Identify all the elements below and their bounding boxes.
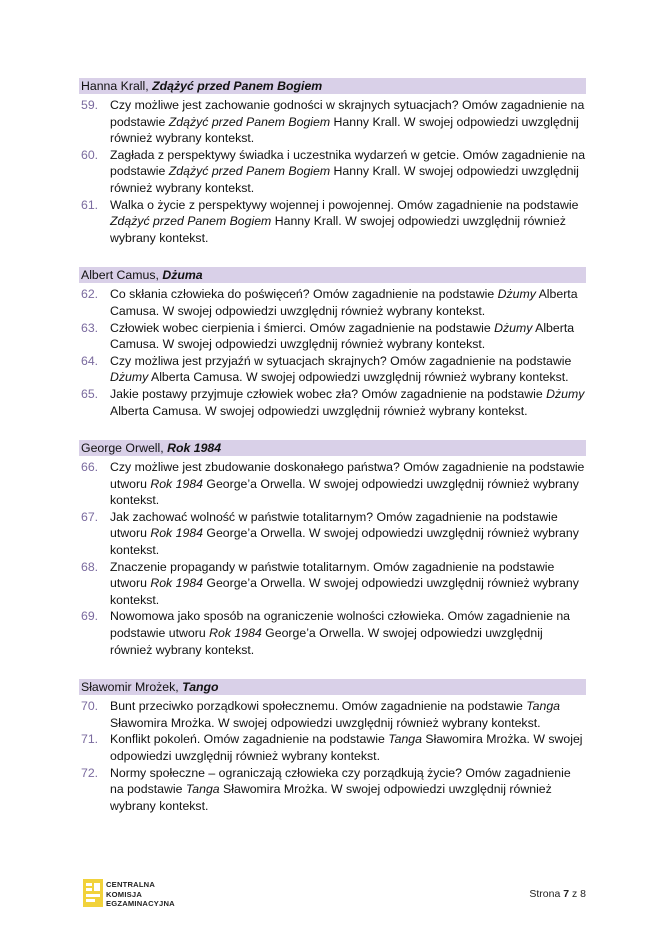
topic-text-run: George’a Orwella. W swojej odpowiedzi uwzględnij również wybrany kontekst.: [110, 576, 579, 607]
topic-number: 59.: [81, 98, 99, 112]
topic-number: 63.: [81, 320, 99, 335]
topic-item: [79, 765, 586, 815]
topic-text: [110, 459, 586, 509]
topic-text-run: Zagłada z perspektywy świadka i uczestnika wydarzeń w getcie. Omów zagadnienie na podstawie: [110, 147, 586, 179]
page-number-prefix: Strona: [529, 888, 564, 900]
section-work-title: Tango: [182, 680, 219, 695]
topic-item: [79, 509, 586, 559]
topic-text: [110, 765, 586, 815]
topic-text-run: George’a Orwella. W swojej odpowiedzi uwzględnij również wybrany kontekst.: [110, 626, 543, 657]
work-title-italic: Tanga: [185, 782, 220, 797]
topic-text-run: Walka o życie z perspektywy wojennej i powojennej. Omów zagadnienie na podstawie: [110, 197, 579, 212]
page-number-separator: z: [569, 888, 581, 900]
topic-text-run: Sławomira Mrożka. W swojej odpowiedzi uwzględnij również wybrany kontekst.: [110, 732, 583, 763]
topic-text-run: Czy możliwa jest przyjaźń w sytuacjach skrajnych? Omów zagadnienie na podstawie: [110, 353, 572, 368]
section-header: [79, 267, 586, 283]
work-title-italic: Tanga: [526, 699, 561, 714]
topic-number: 66.: [81, 460, 99, 475]
work-title-italic: Dżumy: [497, 287, 536, 302]
topic-text-run: Bunt przeciwko porządkowi społecznemu. Omów zagadnienie na podstawie: [110, 699, 527, 714]
work-title-italic: Zdążyć przed Panem Bogiem: [168, 114, 331, 129]
topic-text: [110, 698, 586, 731]
topic-text-run: Nowomowa jako sposób na ograniczenie wolności człowieka. Omów zagadnienie na podstawie utworu: [110, 609, 571, 641]
topic-item: [79, 147, 586, 197]
topic-item: [79, 698, 586, 731]
section-author: Sławomir Mrożek,: [81, 680, 183, 695]
topic-item: [79, 353, 586, 386]
topic-text-run: Normy społeczne – ograniczają człowieka czy porządkują życie? Omów zagadnienie na podstawie: [110, 765, 571, 797]
section-header: [79, 78, 586, 94]
page-number: [529, 888, 586, 900]
topic-text: [110, 320, 586, 353]
work-title-italic: Zdążyć przed Panem Bogiem: [168, 164, 331, 179]
topic-text-run: Hanny Krall. W swojej odpowiedzi uwzględnij również wybrany kontekst.: [110, 114, 579, 146]
topic-text-run: Co skłania człowieka do poświęceń? Omów zagadnienie na podstawie: [110, 287, 498, 302]
section-author: George Orwell,: [81, 441, 168, 456]
topic-text: [110, 386, 586, 419]
topic-text: [110, 286, 586, 319]
logo-line-1: CENTRALNA: [106, 880, 156, 889]
logo-line-2: KOMISJA: [106, 889, 142, 899]
topic-item: [79, 286, 586, 319]
page-footer: [0, 873, 664, 913]
section-author: Hanna Krall,: [81, 79, 153, 93]
topic-section: [79, 78, 586, 246]
topic-text-run: Jakie postawy przyjmuje człowiek wobec zła? Omów zagadnienie na podstawie: [110, 386, 547, 401]
topic-text-run: Alberta Camusa. W swojej odpowiedzi uwzględnij również wybrany kontekst.: [110, 403, 528, 418]
topic-text-run: George’a Orwella. W swojej odpowiedzi uwzględnij również wybrany kontekst.: [110, 526, 579, 558]
topic-text-run: Czy możliwe jest zbudowanie doskonałego państwa? Omów zagadnienie na podstawie utworu: [110, 460, 585, 491]
topic-text: [110, 731, 586, 764]
page-number-total: 8: [580, 888, 586, 900]
topic-text-run: George’a Orwella. W swojej odpowiedzi uwzględnij również wybrany kontekst.: [110, 476, 579, 508]
cke-logo-icon: [83, 879, 103, 907]
topic-item: [79, 197, 586, 247]
topic-text-run: Czy możliwe jest zachowanie godności w skrajnych sytuacjach? Omów zagadnienie na podstawie: [110, 98, 585, 129]
section-header: [79, 679, 586, 695]
section-author: Albert Camus,: [81, 268, 163, 283]
topic-text-run: Konflikt pokoleń. Omów zagadnienie na podstawie: [110, 732, 389, 747]
topic-item: [79, 731, 586, 764]
document-page: [79, 78, 586, 835]
topic-text-run: Alberta Camusa. W swojej odpowiedzi uwzględnij również wybrany kontekst.: [110, 287, 578, 318]
topic-text-run: Hanny Krall. W swojej odpowiedzi uwzględnij również wybrany kontekst.: [110, 214, 566, 245]
work-title-italic: Tanga: [388, 732, 422, 747]
topic-text-run: Alberta Camusa. W swojej odpowiedzi uwzględnij również wybrany kontekst.: [148, 370, 569, 385]
topic-text: [110, 147, 586, 197]
topic-text: [110, 197, 586, 247]
topic-text: [110, 559, 586, 609]
topic-text: [110, 97, 586, 147]
topic-number: 70.: [81, 699, 99, 714]
topic-text-run: Sławomira Mrożka. W swojej odpowiedzi uwzględnij również wybrany kontekst.: [110, 782, 552, 813]
topic-number: 62.: [81, 287, 99, 302]
work-title-italic: Rok 1984: [209, 626, 262, 641]
topic-text-run: Sławomira Mrożka. W swojej odpowiedzi uwzględnij również wybrany kontekst.: [110, 715, 541, 730]
topic-text-run: Alberta Camusa. W swojej odpowiedzi uwzględnij również wybrany kontekst.: [110, 320, 575, 352]
topic-item: [79, 608, 586, 658]
topic-number: 65.: [81, 386, 99, 401]
topic-item: [79, 320, 586, 353]
topic-item: [79, 386, 586, 419]
work-title-italic: Rok 1984: [150, 576, 203, 591]
work-title-italic: Rok 1984: [150, 476, 203, 491]
work-title-italic: Rok 1984: [150, 526, 203, 541]
page-number-current: 7: [563, 888, 570, 900]
topic-text-run: Jak zachować wolność w państwie totalitarnym? Omów zagadnienie na podstawie utworu: [110, 509, 558, 541]
topic-item: [79, 97, 586, 147]
topic-item: [79, 559, 586, 609]
topic-item: [79, 459, 586, 509]
topic-text: [110, 353, 586, 386]
topic-number: 72.: [81, 765, 99, 780]
topic-number: 64.: [81, 353, 99, 368]
section-work-title: Zdążyć przed Panem Bogiem: [152, 79, 323, 93]
topic-number: 60.: [81, 147, 99, 162]
topic-number: 67.: [81, 509, 99, 524]
topic-number: 61.: [81, 197, 99, 212]
topic-section: [79, 440, 586, 658]
topic-number: 69.: [81, 609, 99, 624]
topic-text: [110, 608, 586, 658]
work-title-italic: Dżumy: [494, 320, 533, 335]
topic-section: [79, 267, 586, 419]
work-title-italic: Dżumy: [546, 386, 585, 401]
topic-section: [79, 679, 586, 814]
work-title-italic: Zdążyć przed Panem Bogiem: [110, 214, 272, 229]
cke-logo-text: [106, 880, 175, 909]
topic-text-run: Hanny Krall. W swojej odpowiedzi uwzględnij również wybrany kontekst.: [110, 164, 579, 195]
section-header: [79, 440, 586, 456]
logo-line-3: EGZAMINACYJNA: [106, 899, 175, 909]
section-work-title: Dżuma: [162, 268, 203, 283]
topic-text: [110, 509, 586, 559]
section-work-title: Rok 1984: [167, 441, 222, 456]
work-title-italic: Dżumy: [110, 370, 149, 385]
topic-number: 68.: [81, 559, 99, 574]
topic-text-run: Człowiek wobec cierpienia i śmierci. Omów zagadnienie na podstawie: [110, 320, 495, 335]
topic-text-run: Znaczenie propagandy w państwie totalitarnym. Omów zagadnienie na podstawie utworu: [110, 559, 555, 591]
cke-logo: [83, 879, 183, 909]
topic-number: 71.: [81, 732, 99, 747]
